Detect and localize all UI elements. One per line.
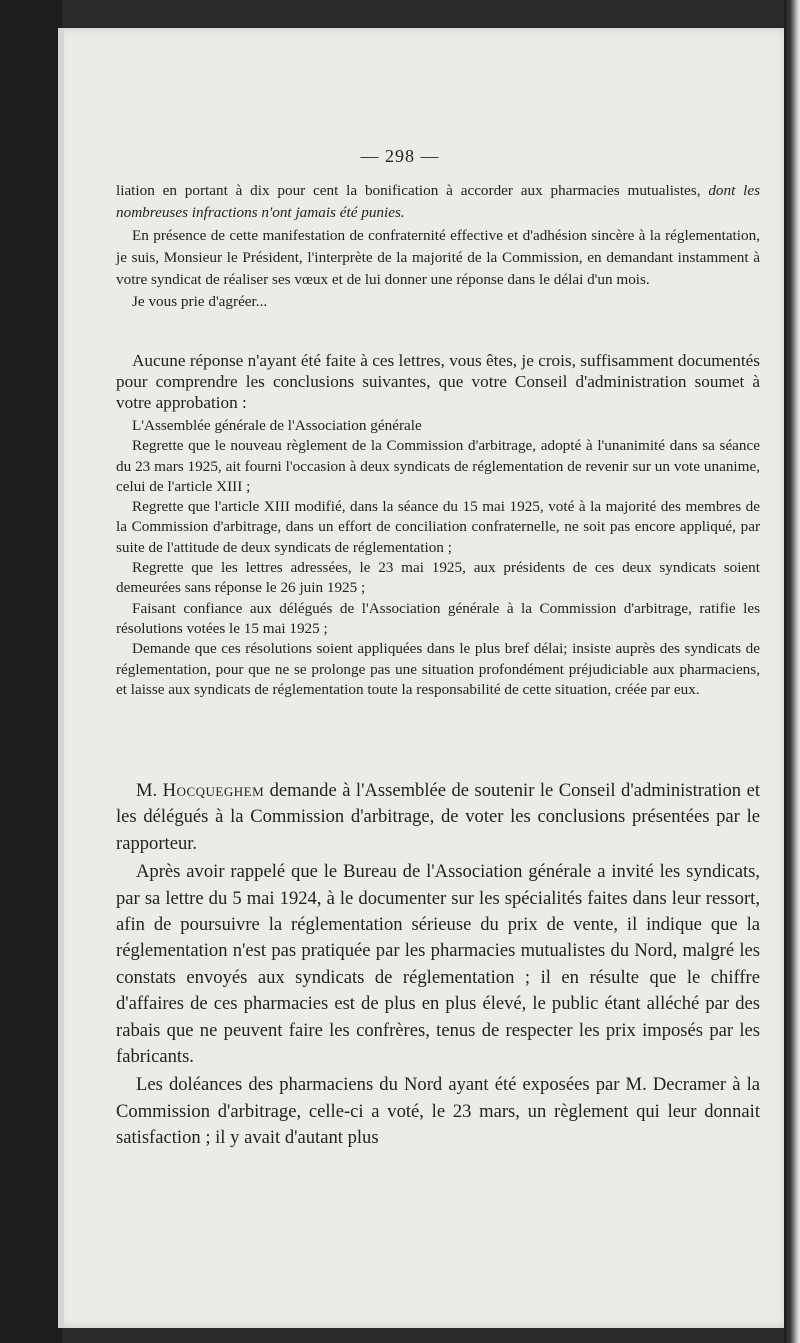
discussion-paragraph-1-prefix: M. (136, 780, 163, 801)
conclusions-intro-text: Aucune réponse n'ayant été faite à ces lettres, vous êtes, je crois, suffisamment documentés pour comprendre les conclusions suivantes, que votre Conseil d'administration soumet à votre approbation : (116, 351, 760, 412)
resolution-item: Regrette que le nouveau règlement de la Commission d'arbitrage, adopté à l'unanimité dans sa séance du 23 mars 1925, ait fourni l'occasion à deux syndicats de réglementation de revenir sur un vote unanime, celui de l'article XIII ; (116, 437, 760, 495)
resolution (116, 416, 760, 700)
discussion-paragraph-2: Après avoir rappelé que le Bureau de l'Association générale a invité les syndicats, par sa lettre du 5 mai 1924, à le documenter sur les spécialités faites dans leur ressort, afin de poursuivre la réglementation sérieuse du prix de vente, il indique que la réglementation n'est pas pratiquée par les pharmacies mutualistes du Nord, malgré les constats envoyés aux syndicats de réglementation ; il en résulte que le chiffre d'affaires de ces pharmacies est de plus en plus élevé, le public étant alléché par des rabais que ne peuvent faire les confrères, tenus de respecter les prix imposés par les fabricants. (116, 861, 760, 1068)
scan-background-left (0, 0, 62, 1343)
discussion-paragraph-1-text: demande à l'Assemblée de soutenir le Conseil d'administration et les délégués à la Commission d'arbitrage, de voter les conclusions présentées par le rapporteur. (116, 780, 760, 854)
letter-paragraph-2: En présence de cette manifestation de confraternité effective et d'adhésion sincère à la réglementation, je suis, Monsieur le Président, l'interprète de la majorité de la Commission, en demandant instamment à votre syndicat de réaliser ses vœux et de lui donner une réponse dans le délai d'un mois. (116, 226, 760, 289)
page-number: — 298 — (360, 146, 440, 166)
page-edge-shadow (784, 0, 800, 1343)
letter-paragraph-1 (116, 180, 760, 225)
letter-closing (116, 180, 760, 314)
discussion-paragraph-3: Les doléances des pharmaciens du Nord ayant été exposées par M. Decramer à la Commission d'arbitrage, celle-ci a voté, le 23 mars, un règlement qui leur donnait satisfaction ; il y avait d'autant plus (116, 1074, 760, 1149)
resolution-item: Faisant confiance aux délégués de l'Association générale à la Commission d'arbitrage, ratifie les résolutions votées le 15 mai 1925 ; (116, 599, 760, 637)
conclusions-intro (116, 350, 760, 413)
letter-paragraph-1-text: liation en portant à dix pour cent la bonification à accorder aux pharmacies mutualistes, (116, 182, 709, 199)
resolution-item: Regrette que l'article XIII modifié, dans la séance du 15 mai 1925, voté à la majorité des membres de la Commission d'arbitrage, dans un effort de conciliation confraternelle, ne soit pas encore appliqué, par suite de l'attitude de deux syndicats de réglementation ; (116, 498, 760, 556)
resolution-heading: L'Assemblée générale de l'Association générale (132, 417, 422, 434)
discussion (116, 778, 760, 1152)
speaker-name: Hocqueghem (162, 780, 265, 801)
resolution-item: Demande que ces résolutions soient appliquées dans le plus bref délai; insiste auprès des syndicats de réglementation, pour que ne se prolonge pas une situation profondément préjudiciable aux pharmaciens, et laisse aux syndicats de réglementation toute la responsabilité de cette situation, créée par eux. (116, 640, 760, 698)
letter-paragraph-3: Je vous prie d'agréer... (132, 293, 268, 311)
discussion-paragraph-1 (116, 778, 760, 857)
letter-paragraph-1-italic: dont les nombreuses infractions n'ont jamais été punies. (116, 182, 761, 222)
resolution-item: Regrette que les lettres adressées, le 23 mai 1925, aux présidents de ces deux syndicats soient demeurées sans réponse le 26 juin 1925 ; (116, 559, 760, 597)
